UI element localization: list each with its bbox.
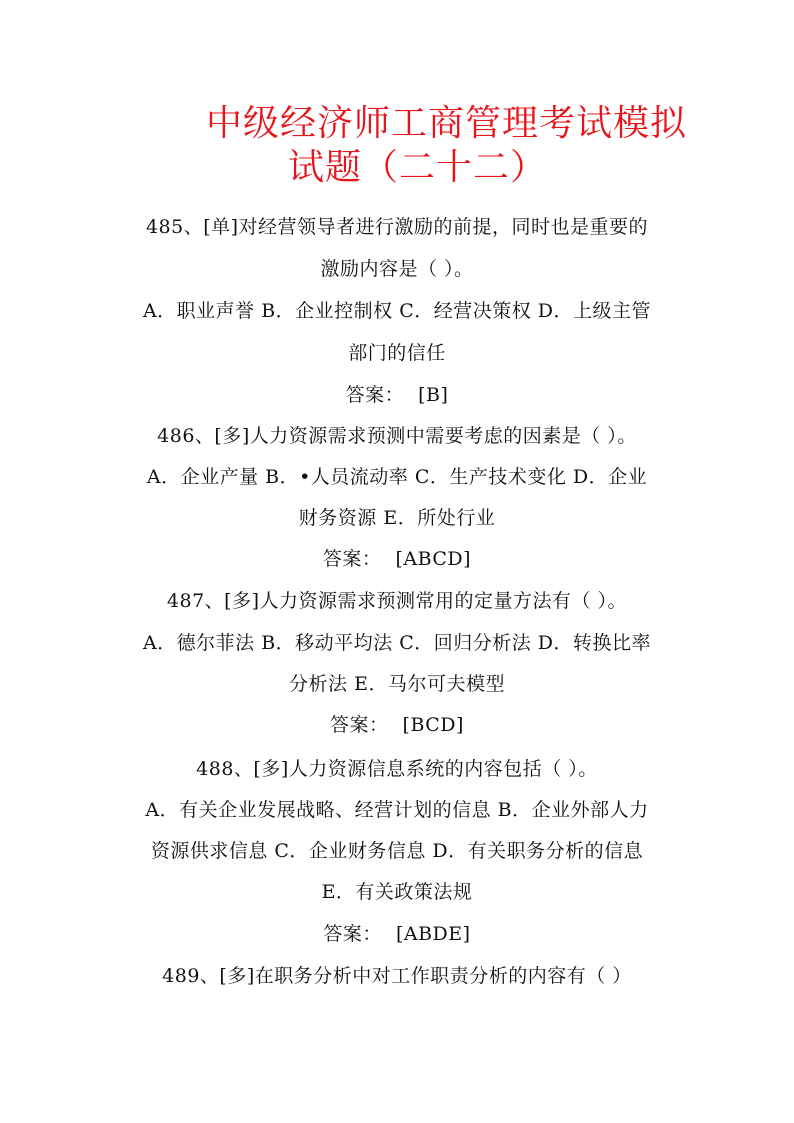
- question-488-answer: [100, 921, 694, 947]
- question-485-options-line-2: 部门的信任: [348, 342, 446, 364]
- answer-label: 答案：: [345, 384, 405, 406]
- answer-label: 答案：: [330, 714, 389, 736]
- question-488-text-line-1: 488、[多]人力资源信息系统的内容包括（ ）。: [196, 758, 598, 780]
- question-487-options-line-1: A．德尔菲法 B．移动平均法 C．回归分析法 D．转换比率: [142, 632, 652, 654]
- question-488-options-line-1: A．有关企业发展战略、经营计划的信息 B．企业外部人力: [145, 799, 649, 821]
- document-title-line-1: 中级经济师工商管理考试模拟: [206, 103, 688, 144]
- question-486-answer: [100, 546, 694, 572]
- answer-label: 答案：: [322, 548, 382, 570]
- question-485-text-line-1: 485、[单]对经营领导者进行激励的前提，同时也是重要的: [145, 216, 649, 238]
- question-485-text-line-2: 激励内容是（ ）。: [320, 258, 474, 280]
- question-488-options-line-3: E．有关政策法规: [321, 881, 473, 903]
- question-487-options-line-2: 分析法 E．马尔可夫模型: [289, 673, 505, 695]
- question-487-answer: [100, 712, 694, 738]
- question-485-answer: [100, 382, 694, 408]
- question-486-options-line-2: 财务资源 E．所处行业: [298, 507, 496, 529]
- answer-value: [ABDE]: [395, 923, 471, 945]
- question-486-text-line-1: 486、[多]人力资源需求预测中需要考虑的因素是（ ）。: [157, 425, 637, 447]
- answer-label: 答案：: [323, 923, 382, 945]
- document-title-line-2: 试题（二十二）: [288, 147, 548, 188]
- question-488-options-line-2: 资源供求信息 C．企业财务信息 D．有关职务分析的信息: [150, 840, 644, 862]
- answer-value: [BCD]: [402, 714, 464, 736]
- answer-value: [ABCD]: [395, 548, 472, 570]
- question-485-options-line-1: A．职业声誉 B．企业控制权 C．经营决策权 D．上级主管: [142, 300, 652, 322]
- question-487-text-line-1: 487、[多]人力资源需求预测常用的定量方法有（ ）。: [166, 590, 628, 612]
- answer-value: [B]: [418, 384, 449, 406]
- question-486-options-line-1: A．企业产量 B．•人员流动率 C．生产技术变化 D．企业: [146, 466, 648, 488]
- question-489-text-line-1: 489、[多]在职务分析中对工作职责分析的内容有（ ）: [162, 965, 632, 987]
